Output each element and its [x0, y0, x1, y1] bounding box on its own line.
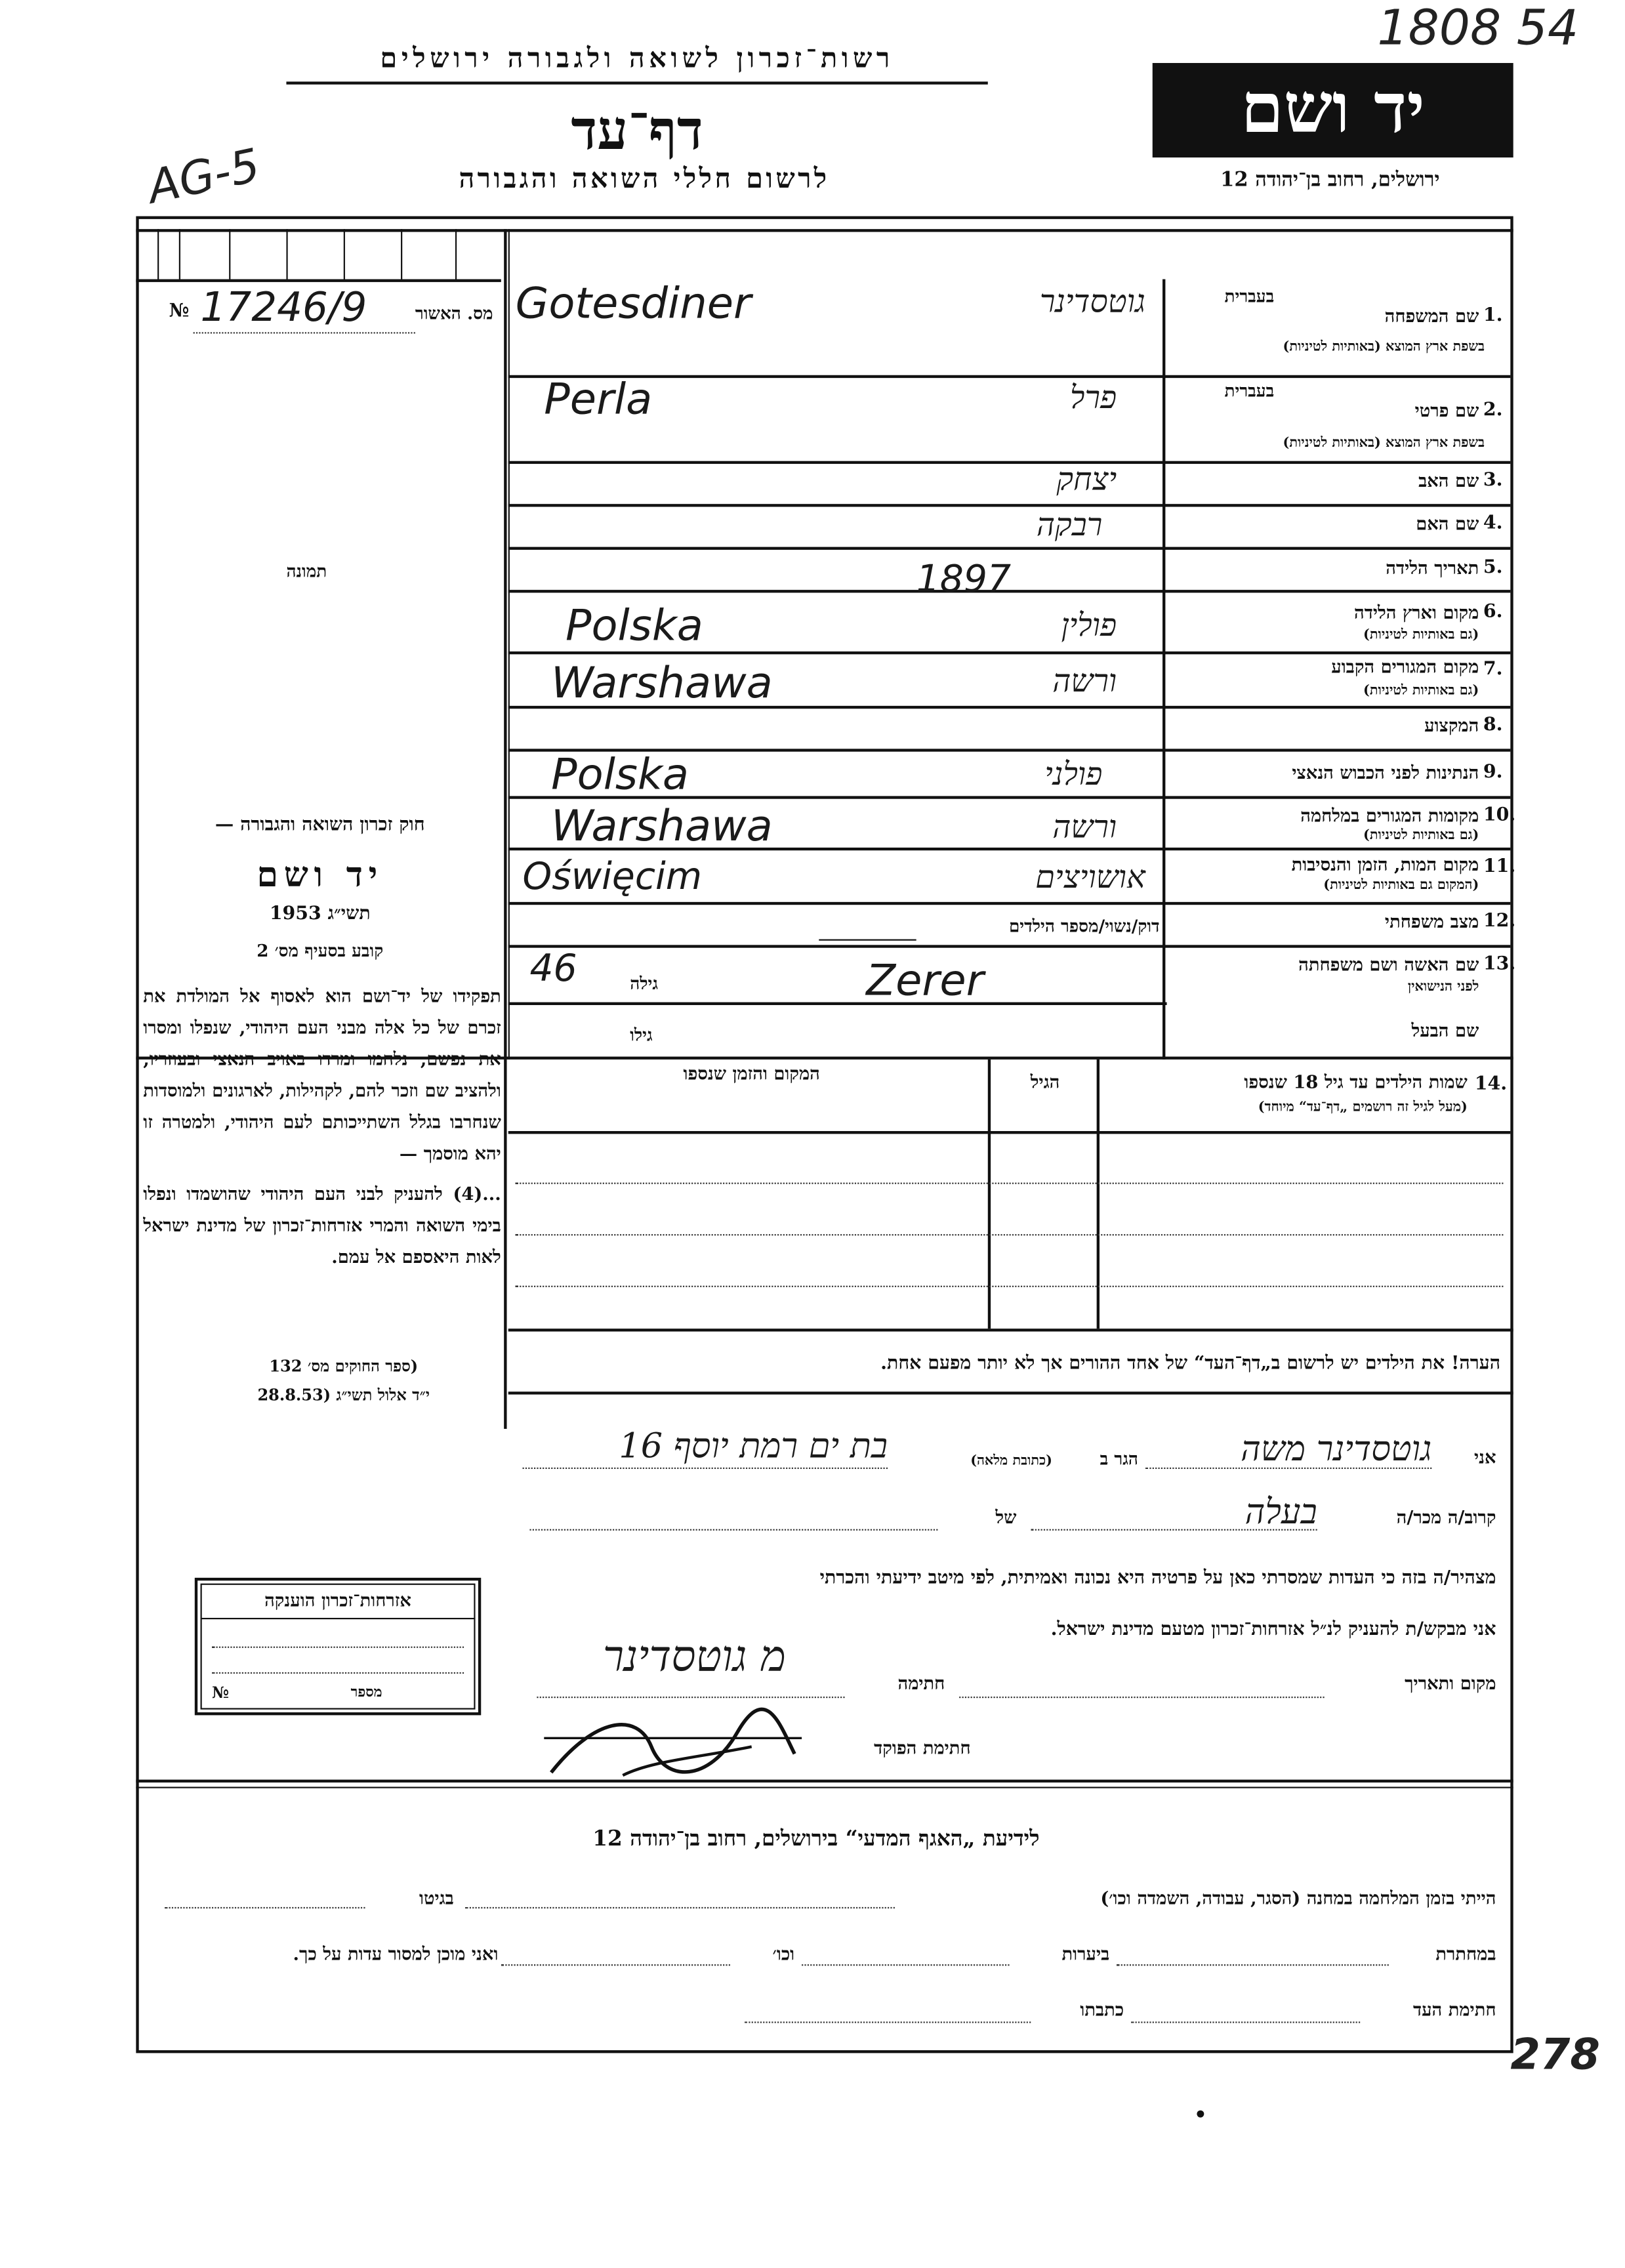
law-name: יד ושם	[257, 853, 384, 895]
label-address-hint: (כתובת מלאה)	[970, 1453, 1052, 1470]
label-husband-age: גילו	[630, 1025, 653, 1046]
label-wife-name: שם האשה ושם משפחתה	[1298, 953, 1479, 976]
archive-title: לידיעת „האגף המדעי“ בירושלים, רחוב בן־יהודה 12	[592, 1825, 1040, 1851]
label-profession: המקצוע	[1424, 714, 1479, 736]
law-citation: (ספר החוקים מס׳ 132	[269, 1357, 419, 1376]
law-section: קובע בסעיף מס׳ 2	[257, 940, 384, 961]
value-birth-place-latin: Polska	[566, 601, 703, 651]
value-residence-latin: Warshawa	[551, 658, 773, 709]
law-heading: חוק זכרון השואה והגבורה —	[215, 814, 425, 836]
value-war-residence-latin: Warshawa	[551, 802, 773, 852]
label-of: של	[995, 1506, 1017, 1528]
statement-1: מצהיר/ה בזה כי העדות שמסרתי כאן על פרטיה היא נכונה ואמיתית, לפי מיטב ידיעתי והכרתי	[819, 1567, 1496, 1590]
value-declarant: גוטסדינר משה	[1241, 1428, 1432, 1470]
label-surname-hebrew-tag: בעברית	[1224, 286, 1275, 307]
value-death-place-hebrew: אושויצים	[1035, 860, 1145, 897]
value-mother-name: רבקה	[1036, 508, 1103, 545]
value-surname-latin: Gotesdiner	[515, 279, 751, 329]
value-birth-place-hebrew: פולין	[1061, 608, 1117, 645]
label-column-divider	[1162, 279, 1165, 1060]
label-first-name: שם פרטי	[1414, 399, 1479, 421]
value-residence-hebrew: ורשה	[1052, 664, 1117, 701]
left-column-divider	[504, 229, 506, 1060]
label-children-sub: (מעל לגיל זה רושמים „דף־עד“ מיוחד)	[1258, 1100, 1468, 1116]
label-nationality: הנתינות לפני הכבוש הנאצי	[1292, 761, 1479, 783]
label-birth-date: תאריך הלידה	[1386, 556, 1479, 579]
label-surname: שם המשפחה	[1384, 304, 1479, 327]
ink-dot	[1197, 2111, 1204, 2118]
value-first-name-hebrew: פרל	[1069, 381, 1117, 417]
testimony-page: רשות־זכרון לשואה ולגבורה ירושלים דף־עד לרשום חללי השואה והגבורה יד ושם ירושלים, רחוב בן־יהודה 12 1808 54 AG-5 № 17246/9 מס. האשור תמונה 1. שם המשפחה בעברית בשפת ארץ המוצא (באותיות לטיניות) Gotesdiner גוטסדינר 2. שם פרטי בעברית בשפת ארץ המוצא (באותיות לטיניות) Perla פרל 3. שם האב יצחק 4. שם האם רבקה 5. תאריך הלידה 1897 6. מקום וארץ הלידה (גם באותיות לטיניות) Polska פולין 7. מקום המגורים הקבוע (גם באותיות לטיניות) Warshawa ורשה 8. המקצוע 9. הנתינות לפני הכבוש הנאצי Polska פולני 10. מקומות המגורים במלחמה (גם באותיות לטיניות) Warshawa ורשה 11. מקום המות, הזמן והנסיבות (המקום גם באותיות לטיניות) Oświęcim אושויצים 12. מצב משפחתי דוק/נשוי/מספר הילדים 13. שם האשה ושם משפחתה לפני הנישואין 46 גילה Zerer שם הבעל גילו חוק זכרון השואה והגבורה — יד ושם תשי״ג 1953 קובע בסעיף מס׳ 2 תפקידו של יד־ושם הוא לאסוף אל המולדת את זכרם של כל אלה מבני העם היהודי, שנפלו ומסרו את נפשם, נלחמו ומרדו באויב הנאצי ובעוזריו, ולהציב שם וזכר להם, לקהילות, לארגונים ולמוסדות שנחרבו בגלל השתייכותם לעם היהודי, ולמטרה זו יהא מוסמך — ...(4) להעניק לבני העם היהודי שהושמדו ונפלו בימי השואה והמרי אזרחות־זכרון של מדינת ישראל לאות היאספם אל עמם. (ספר החוקים מס׳ 132 י״ד אלול תשי״ג (28.8.53 14. שמות הילדים עד גיל 18 שנספו (מעל לגיל זה רושמים „דף־עד“ מיוחד) הגיל המקום והזמן שנספו הערה! את הילדים יש לרשום ב„דף־העד“ של אחד ההורים אך לא יותר מפעם אחת. אני גוטסדינר משה הגר ב (כתובת מלאה) בת ים רמת יוסף 16 קרוב/ה מכר/ה בעלה של מצהיר/ה בזה כי העדות שמסרתי כאן על פרטיה היא נכונה ואמיתית, לפי מיטב ידיעתי והכרתי אני מבקש/ת להעניק לנ״ל אזרחות־זכרון מטעם מדינת ישראל. מקום ותאריך חתימה מ גוטסדינר חתימת הפוקד אזרחות־זכרון הוענקה מספר № לידיעת „האגף המדעי“ בירושלים, רחוב בן־יהודה 12 הייתי בזמן המלחמה במחנה (הסגר, עבודה, השמדה וכו׳) בגיטו במחתרת ביערות וכו׳ ואני מוכן למסור עדות על כך. חתימת העד כתבתו 278	[0, 0, 1625, 2268]
value-surname-hebrew: גוטסדינר	[1039, 285, 1145, 321]
archive-forests-label: ביערות	[1061, 1943, 1110, 1965]
value-signature: מ גוטסדינר	[602, 1632, 787, 1683]
marital-status-options: דוק/נשוי/מספר הילדים	[1008, 916, 1160, 937]
law-date: י״ד אלול תשי״ג (28.8.53	[257, 1386, 430, 1405]
label-i: אני	[1473, 1446, 1496, 1468]
label-children: שמות הילדים עד גיל 18 שנספו	[1244, 1071, 1468, 1093]
value-birth-date: 1897	[916, 558, 1012, 602]
label-death-place: מקום המות, הזמן והנסיבות	[1291, 853, 1479, 875]
label-place-date: מקום ותאריך	[1405, 1672, 1496, 1694]
col-age: הגיל	[1030, 1071, 1060, 1093]
page-number: 278	[1510, 2030, 1600, 2080]
archive-ghetto-label: בגיטו	[419, 1887, 454, 1909]
archive-underground-label: במחתרת	[1435, 1943, 1496, 1965]
value-address: בת ים רמת יוסף 16	[619, 1426, 888, 1466]
label-residence: מקום המגורים הקבוע	[1331, 655, 1479, 678]
label-marital-status: מצב משפחתי	[1384, 910, 1479, 932]
archive-camp-label: הייתי בזמן המלחמה במחנה (הסגר, עבודה, השמדה וכו׳)	[1100, 1887, 1496, 1909]
photo-label: תמונה	[286, 561, 327, 582]
label-signature: חתימה	[897, 1672, 945, 1694]
col-place-time: המקום והזמן שנספו	[683, 1062, 820, 1084]
authority-name: רשות־זכרון לשואה ולגבורה ירושלים	[380, 43, 894, 75]
officer-signature-scribble	[537, 1704, 809, 1790]
label-resides: הגר ב	[1100, 1449, 1138, 1470]
archive-willing-label: ואני מוכן למסור עדות על כך.	[293, 1943, 499, 1965]
label-father-name: שם האב	[1418, 469, 1479, 491]
law-body: תפקידו של יד־ושם הוא לאסוף אל המולדת את זכרם של כל אלה מבני העם היהודי, שנפלו ומסרו את נפשם, נלחמו ומרדו באויב הנאצי ובעוזריו, ולהציב שם וזכר להם, לקהילות, לארגונים ולמוסדות שנחרבו בגלל השתייכותם לעם היהודי, ולמטרה זו יהא מוסמך — ...(4) להעניק לבני העם היהודי שהושמדו ונפלו בימי השואה והמרי אזרחות־זכרון של מדינת ישראל לאות היאספם אל עמם.	[143, 985, 501, 1268]
label-relative: קרוב/ה מכר/ה	[1396, 1506, 1496, 1528]
margin-code: AG-5	[143, 138, 265, 215]
approval-number: 17246/9	[200, 283, 367, 331]
archive-address-label: כתבתו	[1080, 1998, 1124, 2021]
label-husband-name: שם הבעל	[1411, 1019, 1479, 1041]
value-relation: בעלה	[1244, 1491, 1317, 1533]
value-wife-maiden-name: Zerer	[866, 956, 984, 1007]
certificate-title: אזרחות־זכרון הוענקה	[264, 1589, 411, 1611]
label-mother-name: שם האם	[1416, 512, 1479, 534]
header-underline	[286, 81, 987, 83]
label-wife-age: גילה	[630, 973, 659, 994]
law-year: תשי״ג 1953	[269, 903, 371, 925]
frame-inner-top	[136, 229, 1513, 231]
header-address: ירושלים, רחוב בן־יהודה 12	[1220, 169, 1440, 192]
form-subtitle: לרשום חללי השואה והגבורה	[459, 163, 830, 195]
certificate-number-label: מספר	[350, 1685, 382, 1701]
value-nationality-hebrew: פולני	[1044, 757, 1103, 793]
archive-etc-label: וכו׳	[772, 1943, 795, 1965]
label-officer-signature: חתימת הפוקד	[874, 1737, 971, 1758]
value-father-name: יצחק	[1056, 462, 1117, 499]
value-war-residence-hebrew: ורשה	[1052, 810, 1117, 846]
label-war-residence: מקומות המגורים במלחמה	[1300, 804, 1479, 827]
approval-prefix: №	[169, 300, 190, 323]
value-wife-age: 46	[529, 947, 577, 991]
form-title: דף־עד	[571, 97, 703, 162]
file-number: 1808 54	[1377, 0, 1579, 58]
statement-2: אני מבקש/ת להעניק לנ״ל אזרחות־זכרון מטעם מדינת ישראל.	[1050, 1619, 1496, 1641]
children-note: הערה! את הילדים יש לרשום ב„דף־העד“ של אחד ההורים אך לא יותר מפעם אחת.	[880, 1353, 1501, 1375]
value-nationality-latin: Polska	[551, 750, 689, 800]
approval-label: מס. האשור	[415, 303, 493, 324]
value-death-place-latin: Oświęcim	[522, 856, 703, 899]
archive-witness-signature-label: חתימת העד	[1412, 1998, 1496, 2021]
label-surname-sub: בשפת ארץ המוצא (באותיות לטיניות)	[1283, 339, 1485, 356]
yad-vashem-logo: יד ושם	[1153, 63, 1513, 157]
value-first-name-latin: Perla	[544, 375, 653, 426]
label-birth-place: מקום וארץ הלידה	[1354, 601, 1479, 623]
